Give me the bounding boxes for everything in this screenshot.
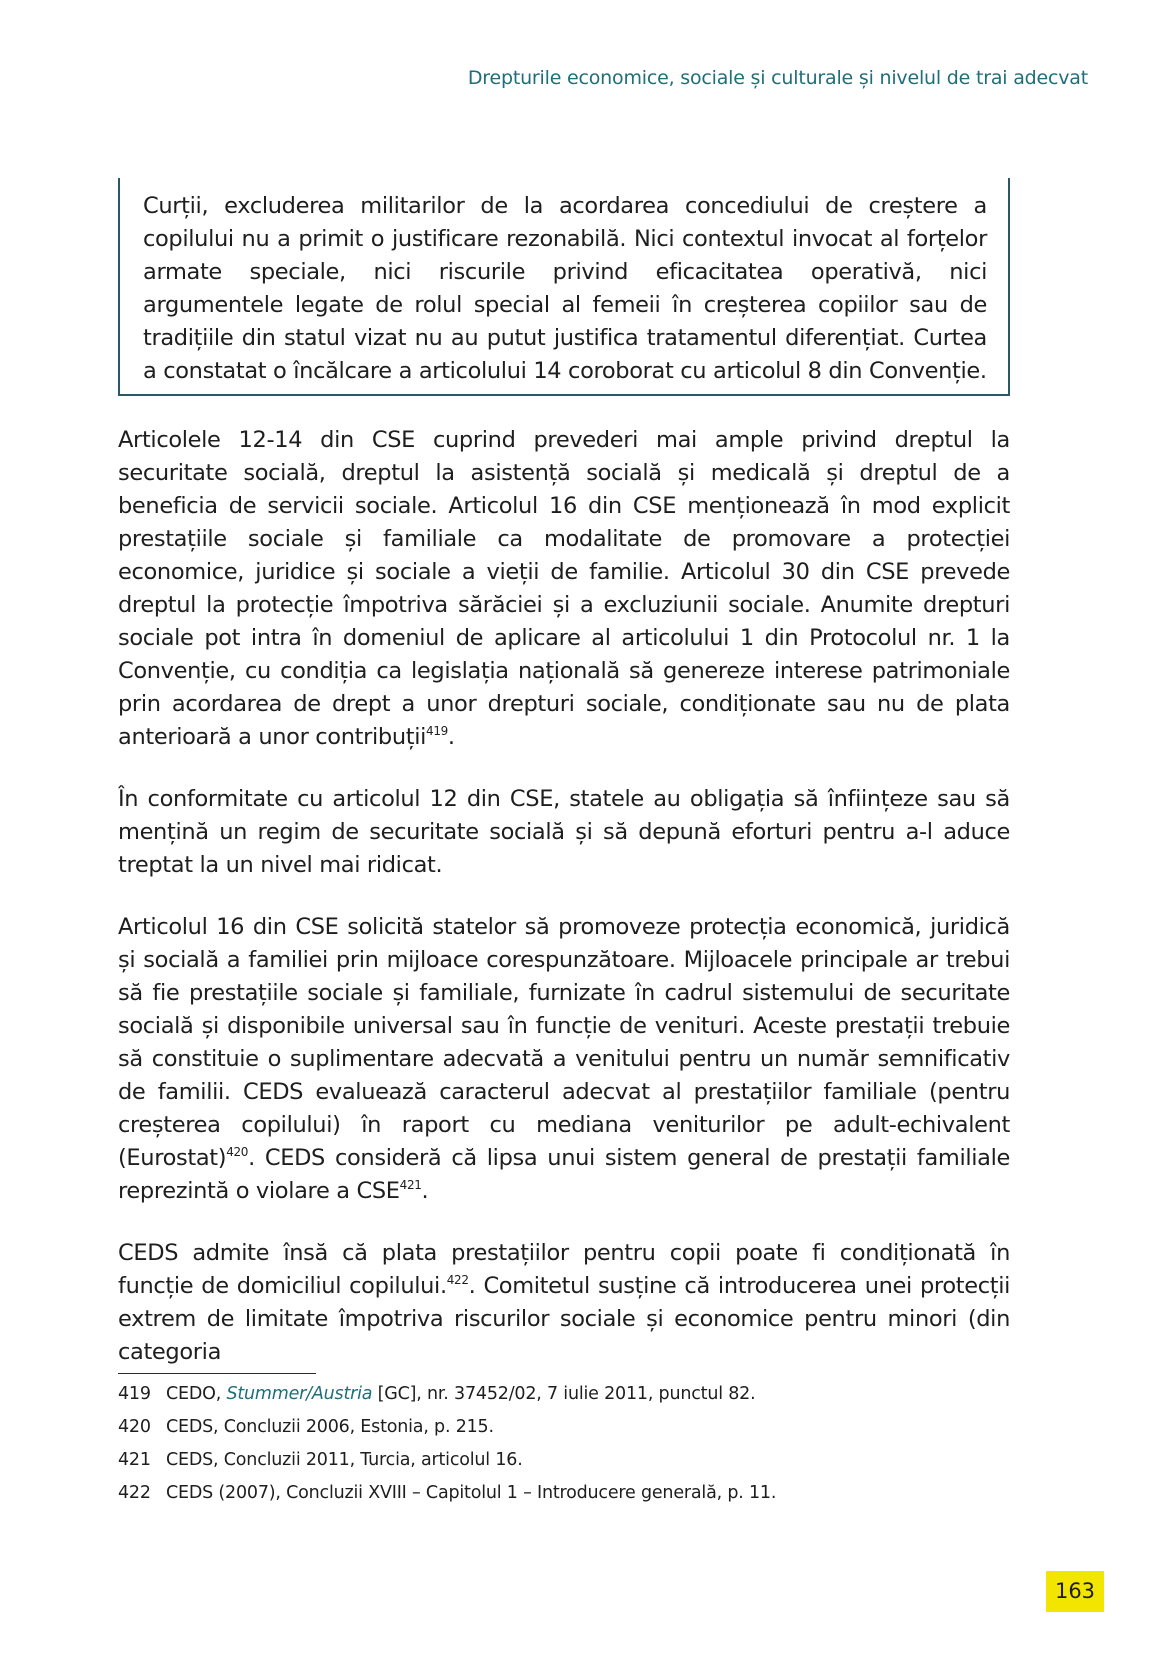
footnote-text: CEDS, Concluzii 2011, Turcia, articolul 16.	[166, 1450, 523, 1470]
footnote-ref-419[interactable]: 419	[426, 724, 448, 738]
case-summary-box	[118, 178, 1010, 396]
paragraph-text: . CEDS consideră că lipsa unui sistem general de prestații familiale reprezintă o violare a CSE	[118, 1145, 1010, 1204]
footnote-text-prefix: CEDO,	[166, 1384, 227, 1404]
footnote-419	[118, 1383, 1010, 1405]
paragraph-social-security-rights	[118, 424, 1010, 754]
footnote-421	[118, 1449, 1010, 1471]
footnote-text: CEDS, Concluzii 2006, Estonia, p. 215.	[166, 1417, 494, 1437]
footnote-separator	[118, 1373, 316, 1374]
paragraph-text: CEDS admite însă că plata prestațiilor pentru copii poate fi condiționată în funcție de domiciliul copilului.	[118, 1240, 1010, 1299]
footnote-text	[166, 1383, 755, 1405]
footnote-420	[118, 1416, 1010, 1438]
footnote-number: 422	[118, 1483, 151, 1503]
paragraph-text: Articolele 12-14 din CSE cuprind prevederi mai ample privind dreptul la securitate socială, dreptul la asistență socială și medicală și dreptul de a beneficia de servicii sociale. Articolul 16 din CSE menționează în mod explicit prestațiile sociale și familiale ca modalitate de promovare a protecției economice, juridice și sociale a vieții de familie. Articolul 30 din CSE prevede dreptul la protecție împotriva sărăciei și a excluziunii sociale. Anumite drepturi sociale pot intra în domeniul de aplicare al articolului 1 din Protocolul nr. 1 la Convenție, cu condiția ca legislația națională să genereze interese patrimoniale prin acordarea de drept a unor drepturi sociale, condiționate sau nu de plata anterioară a unor contribuții	[118, 427, 1010, 750]
footnotes-list	[118, 1383, 1010, 1515]
page-number: 163	[1046, 1571, 1104, 1612]
footnote-text-suffix: [GC], nr. 37452/02, 7 iulie 2011, punctul 82.	[372, 1384, 756, 1404]
footnote-ref-422[interactable]: 422	[446, 1273, 469, 1287]
footnote-number: 420	[118, 1417, 151, 1437]
footnote-text: CEDS (2007), Concluzii XVIII – Capitolul 1 – Introducere generală, p. 11.	[166, 1483, 777, 1503]
running-header-title: Drepturile economice, sociale și culturale și nivelul de trai adecvat	[467, 67, 1088, 89]
case-summary-text: Curții, excluderea militarilor de la acordarea concediului de creștere a copilului nu a primit o justificare rezonabilă. Nici contextul invocat al forțelor armate speciale, nici riscurile privind eficacitatea operativă, nici argumentele legate de rolul special al femeii în creșterea copiilor sau de tradițiile din statul vizat nu au putut justifica tratamentul diferențiat. Curtea a constatat o încălcare a articolului 14 coroborat cu articolul 8 din Convenție.	[143, 193, 987, 384]
paragraph-text: . Comitetul susține că introducerea unei protecții extrem de limitate împotriva riscurilor sociale și economice pentru minori (din categoria	[118, 1273, 1010, 1365]
paragraph-text: Articolul 16 din CSE solicită statelor să promoveze protecția economică, juridică și socială a familiei prin mijloace corespunzătoare. Mijloacele principale ar trebui să fie prestațiile sociale și familiale, furnizate în cadrul sistemului de securitate socială și disponibile universal sau în funcție de venituri. Aceste prestații trebuie să constituie o suplimentare adecvată a venitului pentru un număr semnificativ de familii. CEDS evaluează caracterul adecvat al prestațiilor familiale (pentru creșterea copilului) în raport cu mediana veniturilor pe adult-echivalent (Eurostat)	[118, 914, 1010, 1171]
footnote-422	[118, 1482, 1010, 1504]
paragraph-end: .	[447, 724, 455, 750]
footnote-ref-420[interactable]: 420	[226, 1145, 249, 1159]
footnote-number: 421	[118, 1450, 151, 1470]
page-content	[118, 178, 1010, 1398]
case-link-stummer-austria[interactable]: Stummer/Austria	[226, 1384, 373, 1404]
footnote-number: 419	[118, 1384, 151, 1404]
paragraph-article-12: În conformitate cu articolul 12 din CSE, statele au obligația să înființeze sau să mențină un regim de securitate socială și să depună eforturi pentru a-l aduce treptat la un nivel mai ridicat.	[118, 786, 1010, 878]
paragraph-ceds-child-benefits	[118, 1237, 1010, 1369]
paragraph-article-16	[118, 911, 1010, 1208]
paragraph-end: .	[421, 1178, 429, 1204]
footnote-ref-421[interactable]: 421	[399, 1178, 422, 1192]
